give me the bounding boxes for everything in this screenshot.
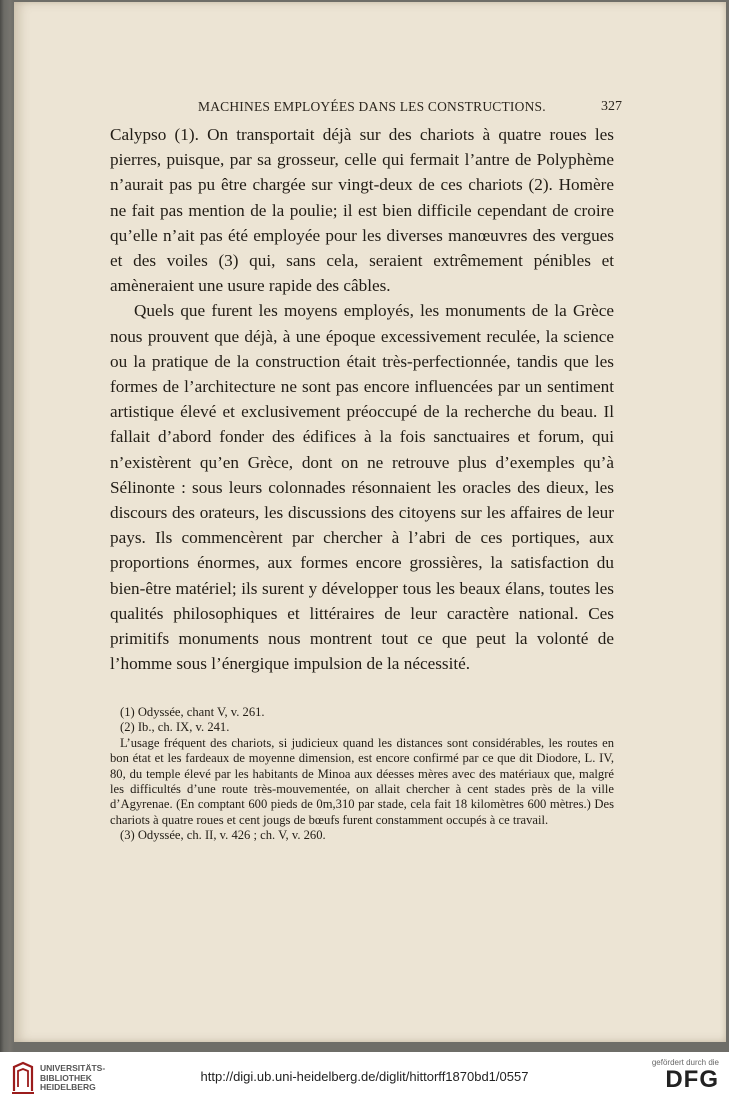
footnote-1: (1) Odyssée, chant V, v. 261. xyxy=(120,705,265,719)
library-name-line-3: HEIDELBERG xyxy=(40,1082,96,1092)
page-number: 327 xyxy=(601,99,622,114)
footnote-2: (2) Ib., ch. IX, v. 241. xyxy=(120,720,230,735)
library-name-line-2: BIBLIOTHEK xyxy=(40,1072,92,1083)
footnotes xyxy=(110,705,614,844)
paragraph-1: Calypso (1). On transportait déjà sur des chariots à quatre roues les pierres, puisque, par sa grosseur, celle qui fermait l’antre de Polyphème n’aurait pas pu être chargée sur vingt-deux de ces chariots (2). Homère ne fait pas mention de la poulie; il est bien difficile cependant de croire qu’elle n’ait pas été employée pour les diverses manœuvres des vergues et des voiles (3) qui, sans cela, seraient extrêmement pénibles et amèneraient une usure rapide des câbles. xyxy=(110,125,614,296)
dfg-logo: DFG xyxy=(665,1066,719,1093)
library-name-line-1: UNIVERSITÄTS- xyxy=(40,1063,106,1073)
paragraph-2: Quels que furent les moyens employés, les monuments de la Grèce nous prouvent que déjà, à une époque excessivement reculée, la science ou la pratique de la construction était très-perfectionnée, tandis que les formes de l’architecture ne sont pas encore influencées par un sentiment artistique élevé et exclusivement préoccupé de la recherche du beau. Il fallait d’abord fonder des édifices à la fois sanctuaires et forum, qui n’existèrent qu’en Grèce, dont on ne retrouve plus d’exemples qu’à Sélinonte : sous leurs colonnades résonnaient les oracles des dieux, les discours des orateurs, les discussions des citoyens sur les affaires de leur pays. Ils commencèrent par chercher à l’abri de ces portiques, aux proportions énormes, aux formes encore grossières, la satisfaction du bien-être matériel; ils surent y développer tous les beaux élans, toutes les qualités philosophiques et littéraires de leur caractère national. Ces primitifs monuments nous montrent tout ce que peut la volonté de l’homme sous l’énergique impulsion de la nécessité. xyxy=(110,301,614,674)
viewer-footer xyxy=(0,1052,729,1106)
running-head xyxy=(110,99,630,121)
funder xyxy=(649,1058,719,1093)
running-title: MACHINES EMPLOYÉES DANS LES CONSTRUCTIONS. xyxy=(198,99,546,114)
permalink-url[interactable]: http://digi.ub.uni-heidelberg.de/diglit/hittorff1870bd1/0557 xyxy=(200,1069,529,1084)
funded-by-label: gefördert durch die xyxy=(651,1058,719,1067)
footnote-2-continued: L’usage fréquent des chariots, si judicieux quand les distances sont considérables, les routes en bon état et les fardeaux de moyenne dimension, est encore confirmé par ce que dit Diodore, L. IV, 80, du temple élevé par les habitants de Minoa aux déesses mères avec des matériaux que, malgré les difficultés d’une route très-mouvementée, on allait chercher à cent stades près de la ville d’Agyrenae. (En comptant 600 pieds de 0m,310 par stade, cela fait 18 kilomètres 600 mètres.) Des chariots à quatre roues et cent jougs de bœufs furent constamment occupés à ce travail. xyxy=(110,735,614,827)
body-text xyxy=(110,122,614,676)
footnote-3: (3) Odyssée, ch. II, v. 426 ; ch. V, v. 260. xyxy=(120,828,326,843)
